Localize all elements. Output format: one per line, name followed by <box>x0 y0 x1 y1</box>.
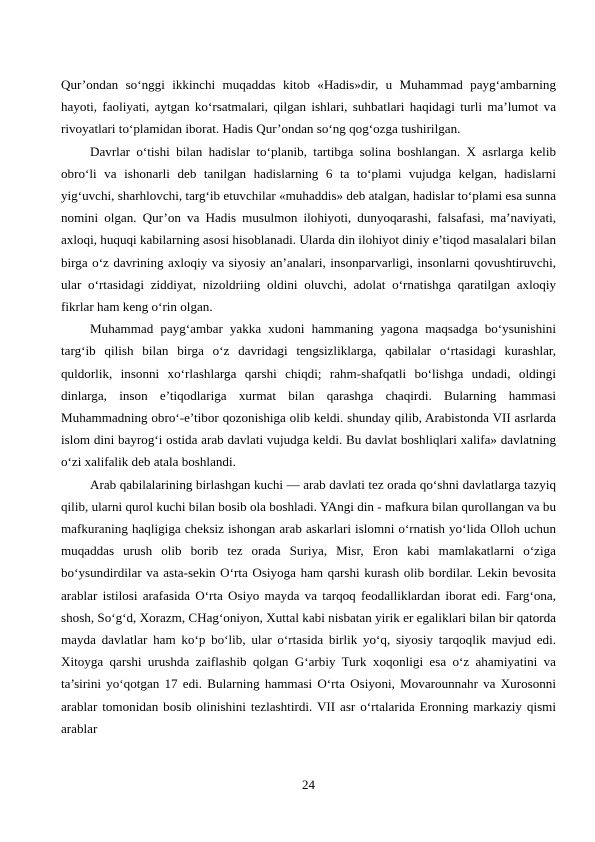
page-number: 24 <box>302 777 315 792</box>
paragraph-arab-conquests: Arab qabilalarining birlashgan kuchi — arab davlati tez orada qo‘shni davlatlarga tazyiq qilib, ularni qurol kuchi bilan bosib ola boshladi. YAngi din - mafkura bilan qurollangan va bu mafkuraning haqligiga cheksiz ishongan arab askarlari islomni o‘rnatish yo‘lida Olloh uchun muqaddas urush olib borib tez orada Suriya, Misr, Eron kabi mamlakatlarni o‘ziga bo‘ysundirdilar va asta-sekin O‘rta Osiyoga ham qarshi kurash olib bordilar. Lekin bevosita arablar istilosi arafasida O‘rta Osiyo mayda va tarqoq feodalliklardan iborat edi. Farg‘ona, shosh, So‘g‘d, Xorazm, CHag‘oniyon, Xuttal kabi nisbatan yirik er egaliklari bilan bir qatorda mayda davlatlar ham ko‘p bo‘lib, ular o‘rtasida birlik yo‘q, siyosiy tarqoqlik mavjud edi. Xitoyga qarshi urushda zaiflashib qolgan G‘arbiy Turk xoqonligi esa o‘z ahamiyatini va ta’sirini yo‘qotgan 17 edi. Bularning hammasi O‘rta Osiyoni, Movarounnahr va Xurosonni arablar tomonidan bosib olinishini tezlashtirdi. VII asr o‘rtalarida Eronning markaziy qismi arablar <box>61 476 556 736</box>
paragraph-muhammad: Muhammad payg‘ambar yakka xudoni hammaning yagona maqsadga bo‘ysunishini targ‘ib qilish bilan birga o‘z davridagi tengsizliklarga, qabilalar o‘rtasidagi kurashlar, quldorlik, insonni xo‘rlashlarga qarshi chiqdi; rahm-shafqatli bo‘lishga undadi, oldingi dinlarga, inson e’tiqodlariga xurmat bilan qarashga chaqirdi. Bularning hammasi Muhammadning obro‘-e’tibor qozonishiga olib keldi. shunday qilib, Arabistonda VII asrlarda islom dini bayrog‘i ostida arab davlati vujudga keldi. Bu davlat boshliqlari xalifa» davlatning o‘zi xalifalik deb atala boshlandi. <box>61 321 556 470</box>
document-page <box>61 74 556 740</box>
paragraph-hadis-intro: Qur’ondan so‘nggi ikkinchi muqaddas kitob «Hadis»dir, u Muhammad payg‘ambarning hayoti, faoliyati, aytgan ko‘rsatmalari, qilgan ishlari, suhbatlari haqidagi turli ma’lumot va rivoyatlari to‘plamidan iborat. Hadis Qur’ondan so‘ng qog‘ozga tushirilgan. <box>61 77 556 137</box>
paragraph-hadis-collections: Davrlar o‘tishi bilan hadislar to‘planib, tartibga solina boshlangan. X asrlarga kelib obro‘li va ishonarli deb tanilgan hadislarning 6 ta to‘plami vujudga kelgan, hadislarni yig‘uvchi, sharhlovchi, targ‘ib etuvchilar «muhaddis» deb atalgan, hadislar to‘plami esa sunna nomini olgan. Qur’on va Hadis musulmon ilohiyoti, dunyoqarashi, falsafasi, ma’naviyati, axloqi, huquqi kabilarning asosi hisoblanadi. Ularda din ilohiyot diniy e’tiqod masalalari bilan birga o‘z davrining axloqiy va siyosiy an’analari, insonparvarligi, insonlarni qovushtiruvchi, ular o‘rtasidagi ziddiyat, nizoldriing oldini oluvchi, adolat o‘rnatishga qaratilgan axloqiy fikrlar ham keng o‘rin olgan. <box>61 143 556 315</box>
